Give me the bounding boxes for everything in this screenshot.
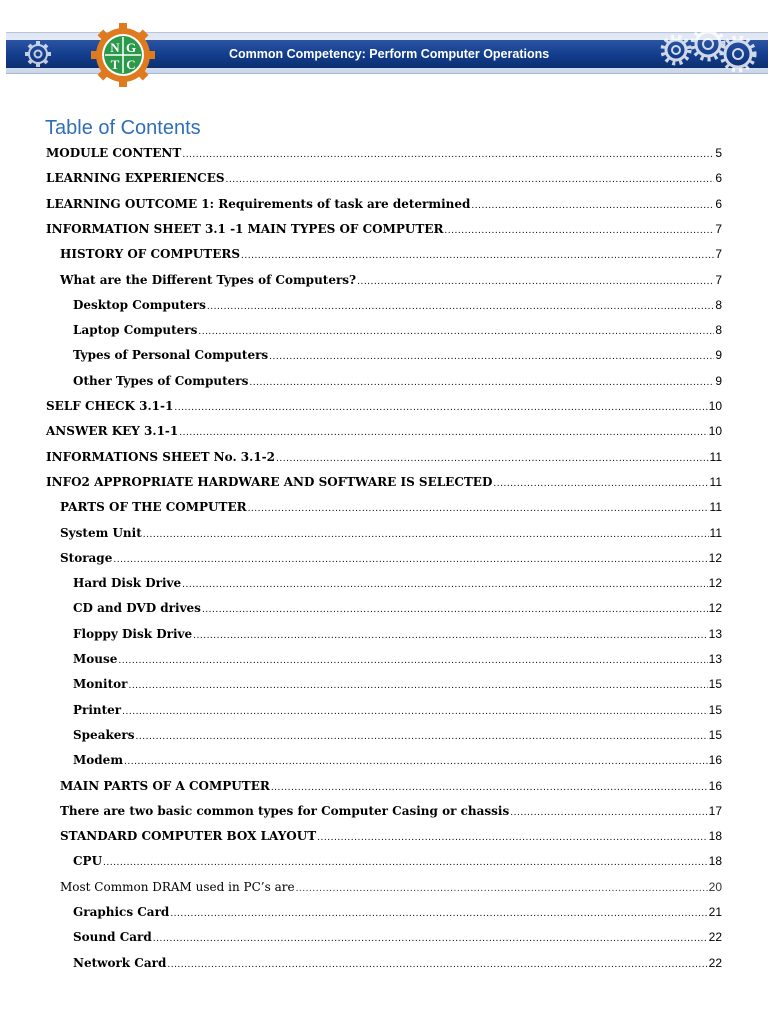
toc-entry-page: 8 [715, 297, 722, 312]
toc-entry-title: SELF CHECK 3.1-1 [46, 399, 174, 413]
toc-entry-title: INFORMATION SHEET 3.1 -1 MAIN TYPES OF COMPUTER [46, 221, 444, 236]
toc-entry-title: LEARNING EXPERIENCES [46, 171, 225, 186]
toc-leader-dots [174, 403, 707, 415]
toc-entry[interactable] [73, 677, 722, 695]
toc-entry-page: 9 [715, 348, 722, 363]
toc-leader-dots [136, 732, 708, 744]
toc-leader-dots [249, 378, 714, 390]
toc-entry-page: 6 [715, 171, 722, 186]
toc-entry-page: 9 [715, 373, 722, 388]
toc-entry[interactable] [46, 146, 722, 164]
toc-entry-page: 13 [708, 652, 722, 666]
toc-entry-page: 15 [708, 677, 722, 692]
toc-leader-dots [198, 327, 714, 339]
toc-leader-dots [182, 580, 708, 592]
toc-entry[interactable] [60, 500, 722, 518]
toc-entry-title: CD and DVD drives [73, 601, 201, 616]
toc-entry-page: 12 [708, 576, 722, 591]
toc-entry-title: Network Card [73, 955, 167, 970]
toc-entry-page: 15 [708, 702, 722, 717]
toc-entry-title: Types of Personal Computers [73, 348, 269, 363]
toc-entry-title: Laptop Computers [73, 323, 198, 338]
toc-entry[interactable] [46, 450, 722, 468]
toc-entry-page: 13 [708, 626, 722, 641]
toc-entry[interactable] [46, 475, 722, 493]
toc-leader-dots [143, 530, 709, 542]
logo-letter: C [126, 57, 136, 72]
toc-entry-title: Most Common DRAM used in PC’s are [60, 879, 295, 894]
toc-leader-dots [170, 909, 707, 921]
toc-entry-page: 12 [708, 550, 722, 565]
toc-entry-title: LEARNING OUTCOME 1: Requirements of task are determined [46, 196, 471, 211]
toc-entry-title: Modem [73, 753, 124, 768]
toc-entry[interactable] [60, 273, 722, 291]
toc-entry-title: Graphics Card [73, 905, 170, 919]
toc-entry-title: ANSWER KEY 3.1-1 [46, 424, 179, 439]
toc-entry-page: 8 [715, 323, 722, 338]
toc-entry-title: INFORMATIONS SHEET No. 3.1-2 [46, 449, 276, 464]
toc-entry-title: Storage [60, 550, 113, 565]
logo-letter: G [125, 40, 137, 55]
toc-entry[interactable] [73, 905, 722, 923]
toc-entry-title: CPU [73, 854, 103, 869]
toc-entry[interactable] [60, 551, 722, 569]
toc-entry-page: 11 [709, 474, 722, 489]
toc-entry[interactable] [73, 753, 722, 771]
toc-leader-dots [103, 858, 708, 870]
toc-leader-dots [271, 783, 708, 795]
logo-letter: T [110, 57, 120, 72]
toc-entry-page: 11 [709, 525, 722, 540]
toc-leader-dots [241, 251, 714, 263]
toc-entry[interactable] [73, 854, 722, 872]
toc-entry-page: 18 [708, 829, 722, 844]
toc-leader-dots [193, 631, 708, 643]
toc-entry-title: Other Types of Computers [73, 373, 249, 388]
toc-entry[interactable] [46, 222, 722, 240]
toc-entry-page: 6 [715, 196, 722, 211]
toc-heading: Table of Contents [45, 117, 201, 139]
toc-entry-page: 7 [715, 221, 722, 236]
toc-entry-title: Mouse [73, 652, 118, 666]
toc-leader-dots [202, 605, 708, 617]
toc-entry-title: System Unit [60, 525, 142, 540]
toc-entry-title: PARTS OF THE COMPUTER [60, 500, 247, 515]
toc-leader-dots [317, 833, 707, 845]
toc-leader-dots [357, 277, 714, 289]
toc-entry-title: Desktop Computers [73, 297, 206, 312]
toc-entry[interactable] [73, 728, 722, 746]
logo-letter: N [110, 40, 120, 55]
toc-entry-page: 20 [708, 879, 722, 894]
toc-leader-dots [128, 681, 707, 693]
toc-entry-page: 11 [709, 500, 722, 515]
toc-entry[interactable] [73, 374, 722, 392]
toc-entry[interactable] [73, 576, 722, 594]
toc-entry-title: Monitor [73, 677, 128, 692]
header-title: Common Competency: Perform Computer Operations [229, 47, 550, 61]
toc-leader-dots [207, 302, 714, 314]
toc-entry[interactable] [46, 197, 722, 215]
toc-entry[interactable] [73, 601, 722, 619]
toc-leader-dots [153, 934, 708, 946]
toc-entry-page: 10 [708, 399, 722, 413]
toc-leader-dots [118, 656, 707, 668]
toc-entry[interactable] [73, 930, 722, 948]
toc-entry-title: What are the Different Types of Computers? [60, 272, 357, 287]
toc-entry-title: STANDARD COMPUTER BOX LAYOUT [60, 829, 317, 844]
toc-entry[interactable] [60, 829, 722, 847]
toc-entry[interactable] [60, 526, 722, 544]
toc-entry-title: Speakers [73, 727, 135, 742]
toc-entry-page: 7 [715, 247, 722, 262]
toc-leader-dots [122, 707, 708, 719]
toc-leader-dots [276, 454, 709, 466]
toc-entry-page: 22 [708, 955, 722, 970]
toc-entry-page: 7 [715, 272, 722, 287]
toc-leader-dots [510, 808, 707, 820]
toc-entry[interactable] [73, 703, 722, 721]
toc-entry-page: 21 [708, 905, 722, 919]
toc-leader-dots [226, 175, 715, 187]
toc-leader-dots [179, 428, 707, 440]
toc-entry-title: MAIN PARTS OF A COMPUTER [60, 778, 270, 793]
toc-leader-dots [248, 504, 709, 516]
toc-entry-title: Floppy Disk Drive [73, 626, 193, 641]
toc-entry-title: Hard Disk Drive [73, 576, 182, 591]
toc-leader-dots [182, 150, 714, 162]
toc-entry-page: 15 [708, 727, 722, 742]
toc-leader-dots [113, 555, 707, 567]
toc-entry[interactable] [73, 348, 722, 366]
toc-entry-title: INFO2 APPROPRIATE HARDWARE AND SOFTWARE IS SELECTED [46, 474, 493, 489]
toc-entry-title: Sound Card [73, 930, 152, 945]
toc-entry[interactable] [73, 652, 722, 670]
toc-leader-dots [296, 884, 708, 896]
toc-entry[interactable] [46, 399, 722, 417]
toc-entry-title: Printer [73, 702, 122, 717]
toc-leader-dots [167, 960, 707, 972]
toc-entry-page: 16 [708, 753, 722, 768]
toc-entry-page: 5 [715, 146, 722, 160]
toc-entry-page: 22 [708, 930, 722, 945]
toc-entry[interactable] [73, 956, 722, 974]
toc-entry-page: 11 [709, 449, 722, 464]
toc-leader-dots [471, 201, 714, 213]
toc-leader-dots [124, 757, 708, 769]
toc-entry-title: HISTORY OF COMPUTERS [60, 247, 240, 262]
toc-entry[interactable] [46, 171, 722, 189]
toc-entry-page: 18 [708, 854, 722, 869]
toc-entry-page: 16 [708, 778, 722, 793]
toc-entry[interactable] [73, 323, 722, 341]
toc-leader-dots [269, 352, 714, 364]
toc-entry[interactable] [60, 247, 722, 265]
toc-entry-page: 17 [708, 803, 722, 818]
toc-entry[interactable] [46, 424, 722, 442]
toc-entry-title: There are two basic common types for Computer Casing or chassis [60, 803, 510, 818]
toc-leader-dots [493, 479, 708, 491]
toc-entry[interactable] [73, 298, 722, 316]
toc-entry-page: 10 [708, 424, 722, 439]
toc-entry[interactable] [60, 804, 722, 822]
toc-entry[interactable] [73, 627, 722, 645]
toc-entry[interactable] [60, 779, 722, 797]
toc-entry-title: MODULE CONTENT [46, 146, 182, 160]
toc-leader-dots [444, 226, 714, 238]
toc-entry[interactable] [60, 880, 722, 898]
toc-entry-page: 12 [708, 601, 722, 616]
